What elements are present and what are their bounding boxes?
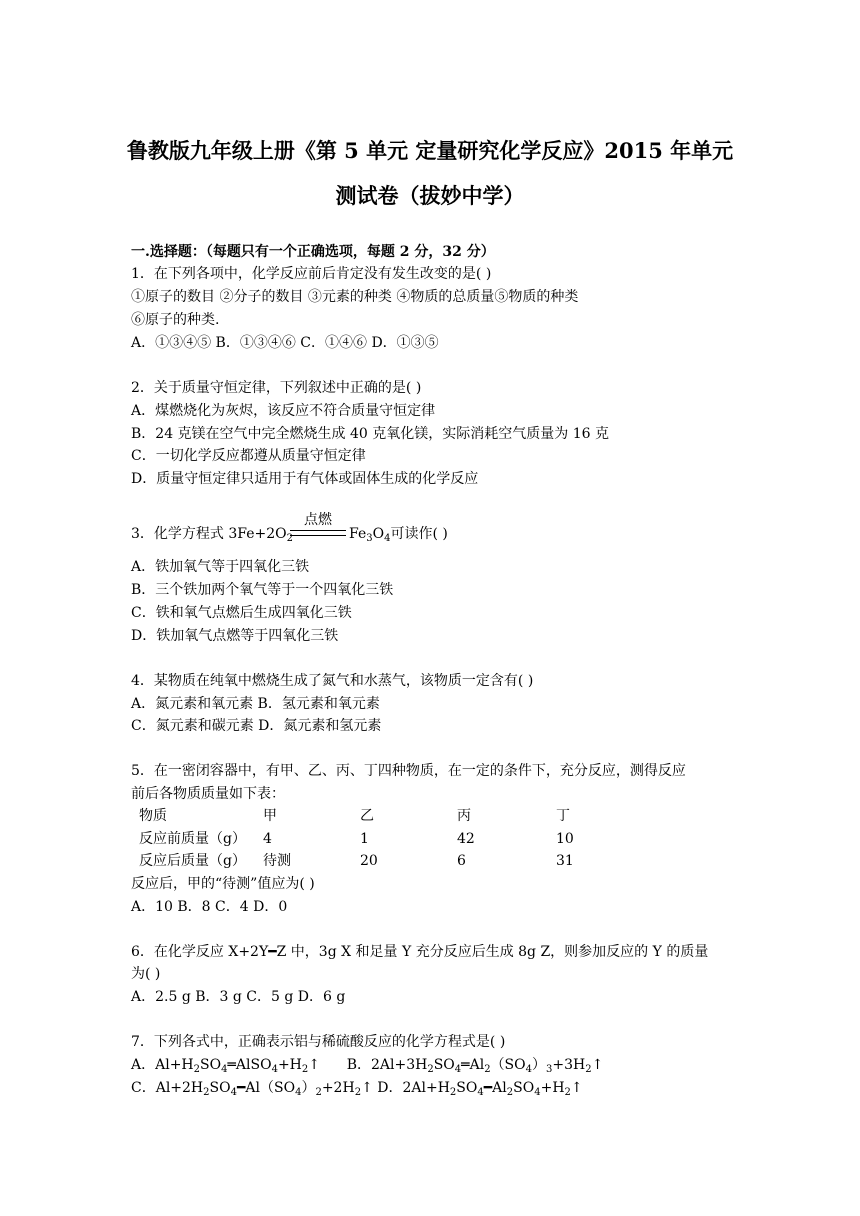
q3-stem-suffix: 可读作( ) xyxy=(390,526,448,542)
table-cell: 6 xyxy=(457,853,466,869)
q3-fe-subscript: 3 xyxy=(366,533,373,544)
table-cell: 31 xyxy=(556,853,574,869)
q3-option-d: D．铁加氧气点燃等于四氧化三铁 xyxy=(131,628,339,644)
q2-option-a: A．煤燃烧化为灰烬，该反应不符合质量守恒定律 xyxy=(131,403,436,419)
document-title-line1: 鲁教版九年级上册《第 5 单元 定量研究化学反应》2015 年单元 xyxy=(126,138,734,163)
q4-stem: 4．某物质在纯氧中燃烧生成了氮气和水蒸气，该物质一定含有( ) xyxy=(131,673,534,689)
q5-stem-line1: 5．在一密闭容器中，有甲、乙、丙、丁四种物质，在一定的条件下，充分反应，测得反应 xyxy=(131,763,686,779)
table-cell: 1 xyxy=(360,831,369,847)
q2-stem: 2．关于质量守恒定律，下列叙述中正确的是( ) xyxy=(131,380,422,396)
q3-stem-prefix: 3．化学方程式 3Fe+2O xyxy=(131,526,287,542)
q4-options-ab: A．氮元素和氧元素 B．氢元素和氧元素 xyxy=(131,696,380,712)
q4-options-cd: C．氮元素和碳元素 D．氮元素和氢元素 xyxy=(131,718,382,734)
table-cell: 10 xyxy=(556,831,574,847)
q3-option-c: C．铁和氧气点燃后生成四氧化三铁 xyxy=(131,605,352,621)
q7-stem: 7．下列各式中，正确表示铝与稀硫酸反应的化学方程式是( ) xyxy=(131,1034,506,1050)
table-cell: 20 xyxy=(360,853,378,869)
q3-product-fe: Fe xyxy=(349,526,367,542)
table-header-cell: 乙 xyxy=(360,808,374,824)
q3-product-o: O xyxy=(372,526,385,542)
q3-double-line xyxy=(290,530,346,536)
table-cell: 反应前质量（g） xyxy=(139,831,246,847)
section-heading: 一.选择题：（每题只有一个正确选项，每题 2 分，32 分） xyxy=(131,244,495,260)
q3-o2-subscript: 2 xyxy=(286,533,293,544)
q5-options: A．10 B．8 C．4 D．0 xyxy=(131,899,288,915)
table-cell: 4 xyxy=(263,831,272,847)
table-header-cell: 丁 xyxy=(556,808,570,824)
q6-stem-line1: 6．在化学反应 X+2Y━Z 中，3g X 和足量 Y 充分反应后生成 8g Z，则参加反应的 Y 的质量 xyxy=(131,944,709,960)
q7-options-ab: A．$Al+H_2SO_4═AlSO_4+H_2↑$ B．$2Al+3H_2SO_4═Al_2(SO_4)_3+3H_2↑$ xyxy=(131,1057,604,1075)
q1-stem: 1．在下列各项中，化学反应前后肯定没有发生改变的是( ) xyxy=(131,266,492,282)
q3-o-subscript: 4 xyxy=(384,533,391,544)
q3-reaction-condition xyxy=(290,509,346,537)
q6-stem-line2: 为( ) xyxy=(131,966,161,982)
q1-items-line1: ①原子的数目 ②分子的数目 ③元素的种类 ④物质的总质量⑤物质的种类 xyxy=(131,289,579,305)
table-header-cell: 丙 xyxy=(457,808,471,824)
table-cell: 反应后质量（g） xyxy=(139,853,246,869)
q3-condition-text: 点燃 xyxy=(304,512,332,528)
table-cell: 待测 xyxy=(263,853,291,869)
table-cell: 42 xyxy=(457,831,475,847)
q3-option-a: A．铁加氧气等于四氧化三铁 xyxy=(131,559,310,575)
document-title-line2: 测试卷（拔妙中学） xyxy=(335,183,525,208)
q2-option-c: C．一切化学反应都遵从质量守恒定律 xyxy=(131,448,366,464)
q1-items-line2: ⑥原子的种类. xyxy=(131,312,220,328)
q5-stem-line2: 前后各物质质量如下表： xyxy=(131,786,285,802)
q3-option-b: B．三个铁加两个氧气等于一个四氧化三铁 xyxy=(131,582,394,598)
q2-option-d: D．质量守恒定律只适用于有气体或固体生成的化学反应 xyxy=(131,471,479,487)
q5-question: 反应后，甲的“待测”值应为( ) xyxy=(131,876,315,892)
table-header-cell: 物质 xyxy=(139,808,167,824)
table-header-cell: 甲 xyxy=(263,808,277,824)
q2-option-b: B．24 克镁在空气中完全燃烧生成 40 克氧化镁，实际消耗空气质量为 16 克 xyxy=(131,426,609,442)
q6-options: A．2.5 g B．3 g C．5 g D．6 g xyxy=(131,989,346,1005)
q7-options-cd: C．$Al+2H_2SO_4━Al(SO_4)_2+2H_2↑$ D．$2Al+H_2SO_4━Al_2SO_4+H_2↑$ xyxy=(131,1080,583,1098)
q1-options: A．①③④⑤ B．①③④⑥ C．①④⑥ D．①③⑤ xyxy=(131,335,439,351)
